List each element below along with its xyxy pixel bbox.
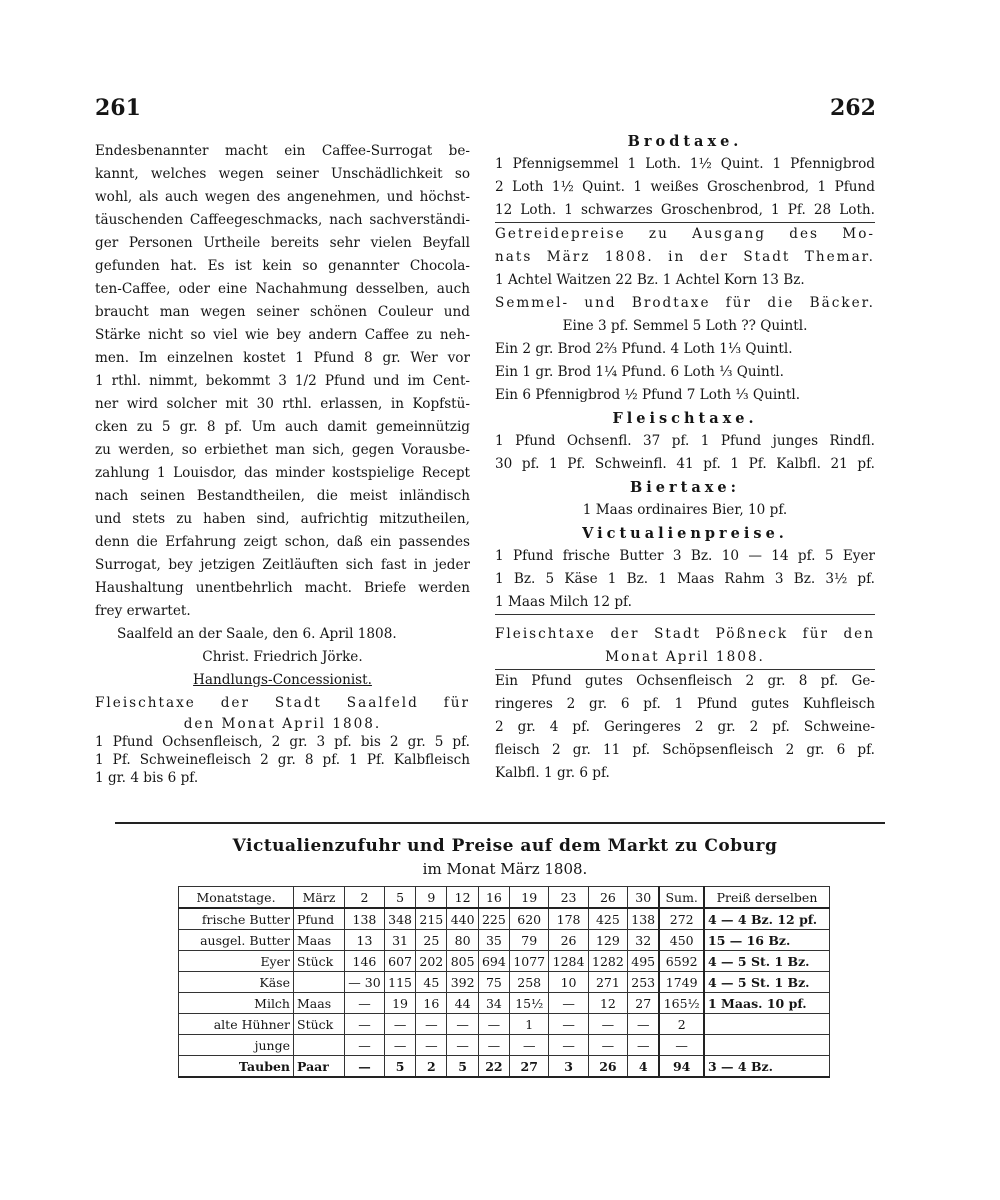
table-cell: 34 [478,993,509,1014]
table-cell: 26 [549,930,588,951]
semmel-line: Ein 2 gr. Brod 2⅔ Pfund. 4 Loth 1⅓ Quintl. [495,341,793,357]
table-cell: — [588,1035,627,1056]
left-column [95,140,470,787]
market-table-head [179,887,830,909]
brodtaxe-line: 2 Loth 1½ Quint. 1 weißes Groschenbrod, 1 Pfund [495,179,875,195]
table-row [179,993,830,1014]
table-cell: 15½ [510,993,549,1014]
table-cell: 146 [345,951,385,972]
table-cell: 25 [416,930,447,951]
table-cell: 215 [416,908,447,930]
table-cell: 253 [628,972,660,993]
table-cell: 79 [510,930,549,951]
body-line: gefunden hat. Es ist kein so genannter Chocola- [95,258,470,274]
market-table-title: Victualienzufuhr und Preise auf dem Markt zu Coburg [232,836,778,856]
table-cell: 22 [478,1056,509,1078]
body-line: ger Personen Urtheile bereits sehr vielen Beyfall [95,235,470,251]
table-cell: 35 [478,930,509,951]
table-header-cell: 9 [416,887,447,909]
table-cell: Stück [294,951,345,972]
semmel-line: Ein 6 Pfennigbrod ½ Pfund 7 Loth ⅓ Quintl. [495,387,801,403]
table-cell: 425 [588,908,627,930]
table-cell: 10 [549,972,588,993]
table-cell: 1749 [659,972,704,993]
table-cell: 4 [628,1056,660,1078]
table-header-cell: 12 [447,887,478,909]
table-cell: — [628,1035,660,1056]
table-cell: 805 [447,951,478,972]
table-row [179,930,830,951]
market-table [178,886,830,1078]
brodtaxe-line: 1 Pfennigsemmel 1 Loth. 1½ Quint. 1 Pfennigbrod [495,156,875,172]
table-cell: — [345,1035,385,1056]
table-cell: 16 [416,993,447,1014]
table-cell: 27 [628,993,660,1014]
table-cell: 450 [659,930,704,951]
table-cell: 4 — 5 St. 1 Bz. [704,951,830,972]
table-cell: 2 [416,1056,447,1078]
table-cell: 1077 [510,951,549,972]
semmel-line: Ein 1 gr. Brod 1¼ Pfund. 6 Loth ⅓ Quintl. [495,364,784,380]
body-line: nach seinen Bestandtheilen, die meist inländisch [95,488,470,504]
saalfeld-line: 1 gr. 4 bis 6 pf. [95,770,199,786]
body-line: braucht man wegen seiner schönen Couleur und [95,304,470,320]
table-header-cell: 26 [588,887,627,909]
poesneck-line: ringeres 2 gr. 6 pf. 1 Pfund gutes Kuhfleisch [495,696,875,712]
table-cell: 15 — 16 Bz. [704,930,830,951]
table-header-cell: 16 [478,887,509,909]
table-cell: 272 [659,908,704,930]
table-cell: 12 [588,993,627,1014]
table-header-cell: Monatstage. [179,887,294,909]
poesneck-line: Ein Pfund gutes Ochsenfleisch 2 gr. 8 pf. Ge- [495,673,875,689]
brodtaxe-heading: Brodtaxe. [627,133,743,150]
table-cell: Pfund [294,908,345,930]
body-line: 1 rthl. nimmt, bekommt 3 1/2 Pfund und im Cent- [95,373,470,389]
table-row [179,1035,830,1056]
table-cell: 115 [384,972,415,993]
table-header-cell: 23 [549,887,588,909]
victualien-line: 1 Pfund frische Butter 3 Bz. 10 — 14 pf. 5 Eyer [495,548,875,564]
body-line: wohl, als auch wegen des angenehmen, und höchst- [95,189,470,205]
saalfeld-heading: Fleischtaxe der Stadt Saalfeld für [95,695,470,711]
table-cell: — [549,993,588,1014]
table-cell: Milch [179,993,294,1014]
table-header-cell: März [294,887,345,909]
table-cell: — [384,1014,415,1035]
table-cell: 258 [510,972,549,993]
saalfeld-subheading: den Monat April 1808. [183,716,382,732]
table-cell: 31 [384,930,415,951]
table-cell: — [345,993,385,1014]
brodtaxe-line: 12 Loth. 1 schwarzes Groschenbrod, 1 Pf. 28 Loth. [495,199,875,223]
table-cell: 5 [384,1056,415,1078]
table-cell: ausgel. Butter [179,930,294,951]
table-cell: — [447,1035,478,1056]
table-cell: 495 [628,951,660,972]
poesneck-line: Kalbfl. 1 gr. 6 pf. [495,765,610,781]
semmel-heading: Semmel- und Brodtaxe für die Bäcker. [495,295,875,311]
body-line: cken zu 5 gr. 8 pf. Um auch damit gemeinnützig [95,419,470,435]
table-cell: frische Butter [179,908,294,930]
poesneck-heading: Fleischtaxe der Stadt Pößneck für den [495,626,875,642]
body-line: Surrogat, bey jetzigen Zeitläuften sich fast in jeder [95,557,470,573]
table-header-cell: 30 [628,887,660,909]
spacer [495,615,875,623]
table-cell [294,972,345,993]
table-cell: 165½ [659,993,704,1014]
poesneck-line: 2 gr. 4 pf. Geringeres 2 gr. 2 pf. Schweine- [495,719,875,735]
table-cell: — [384,1035,415,1056]
table-cell: 178 [549,908,588,930]
table-cell: 27 [510,1056,549,1078]
victualien-heading: Victualienpreise. [582,525,788,542]
table-cell: 271 [588,972,627,993]
table-cell: 45 [416,972,447,993]
body-line: frey erwartet. [95,603,191,619]
getreide-line: 1 Achtel Waitzen 22 Bz. 1 Achtel Korn 13 Bz. [495,272,805,288]
table-cell: 1 Maas. 10 pf. [704,993,830,1014]
table-cell: Paar [294,1056,345,1078]
table-cell: — [416,1014,447,1035]
table-cell: 138 [628,908,660,930]
table-row [179,972,830,993]
table-cell: — [549,1035,588,1056]
table-cell: 225 [478,908,509,930]
table-cell: 5 [447,1056,478,1078]
table-cell: — [345,1014,385,1035]
biertaxe-line: 1 Maas ordinaires Bier, 10 pf. [582,502,788,518]
table-cell [294,1035,345,1056]
table-cell: 202 [416,951,447,972]
market-table-body [179,908,830,1077]
signer-name: Christ. Friedrich Jörke. [202,649,363,665]
table-cell: 44 [447,993,478,1014]
table-cell [704,1014,830,1035]
fleischtaxe-line: 1 Pfund Ochsenfl. 37 pf. 1 Pfund junges Rindfl. [495,433,875,449]
table-cell: Eyer [179,951,294,972]
place-date: Saalfeld an der Saale, den 6. April 1808. [117,626,397,642]
table-header-cell: 2 [345,887,385,909]
body-line: Haushaltung unentbehrlich macht. Briefe werden [95,580,470,596]
table-cell: — [416,1035,447,1056]
table-cell: alte Hühner [179,1014,294,1035]
table-cell: 129 [588,930,627,951]
body-line: men. Im einzelnen kostet 1 Pfund 8 gr. Wer vor [95,350,470,366]
table-cell: 694 [478,951,509,972]
fleischtaxe-heading: Fleischtaxe. [612,410,758,427]
getreide-heading: Getreidepreise zu Ausgang des Mo- [495,226,875,242]
body-line: ner wird solcher mit 30 rthl. erlassen, in Kopfstü- [95,396,470,412]
table-row [179,908,830,930]
table-cell: 94 [659,1056,704,1078]
victualien-line: 1 Bz. 5 Käse 1 Bz. 1 Maas Rahm 3 Bz. 3½ pf. [495,571,875,587]
right-column [495,130,875,785]
table-cell [704,1035,830,1056]
body-line: denn die Erfahrung zeigt schon, daß ein passendes [95,534,470,550]
table-cell: 1284 [549,951,588,972]
table-cell: — [478,1035,509,1056]
table-cell: Tauben [179,1056,294,1078]
page-number-left: 261 [95,95,141,121]
table-cell: 607 [384,951,415,972]
table-cell: Maas [294,930,345,951]
table-cell: — [659,1035,704,1056]
page-number-right: 262 [830,95,876,121]
table-cell: 19 [384,993,415,1014]
table-header-cell: Preiß derselben [704,887,830,909]
table-cell: 1 [510,1014,549,1035]
table-cell: — 30 [345,972,385,993]
table-header-cell: 5 [384,887,415,909]
table-cell: — [628,1014,660,1035]
table-cell: Stück [294,1014,345,1035]
table-cell: 32 [628,930,660,951]
body-line: und stets zu haben sind, aufrichtig mitzutheilen, [95,511,470,527]
table-cell: 13 [345,930,385,951]
table-cell: 6592 [659,951,704,972]
table-cell: 3 [549,1056,588,1078]
biertaxe-heading: Biertaxe: [630,479,740,496]
table-cell: Maas [294,993,345,1014]
table-cell: — [549,1014,588,1035]
body-line: Endesbenannter macht ein Caffee-Surrogat be- [95,143,470,159]
signer-title: Handlungs-Concessionist. [193,672,372,688]
table-cell: Käse [179,972,294,993]
table-cell: 1282 [588,951,627,972]
body-line: ten-Caffee, oder eine Nachahmung desselben, auch [95,281,470,297]
semmel-line: Eine 3 pf. Semmel 5 Loth ?? Quintl. [562,318,808,334]
table-cell: — [588,1014,627,1035]
body-line: zu werden, so erbiethet man sich, gegen Vorausbe- [95,442,470,458]
table-cell: junge [179,1035,294,1056]
body-line: Stärke nicht so viel wie bey andern Caffee zu neh- [95,327,470,343]
body-line: täuschenden Caffeegeschmacks, nach sachverständi- [95,212,470,228]
table-cell: 26 [588,1056,627,1078]
table-header-cell: Sum. [659,887,704,909]
table-cell: 392 [447,972,478,993]
saalfeld-line: 1 Pfund Ochsenfleisch, 2 gr. 3 pf. bis 2 gr. 5 pf. [95,734,470,750]
table-cell: — [510,1035,549,1056]
saalfeld-line: 1 Pf. Schweinefleisch 2 gr. 8 pf. 1 Pf. Kalbfleisch [95,752,470,768]
table-cell: 2 [659,1014,704,1035]
table-cell: 348 [384,908,415,930]
table-cell: 138 [345,908,385,930]
table-cell: 440 [447,908,478,930]
table-cell: — [447,1014,478,1035]
table-cell: 4 — 5 St. 1 Bz. [704,972,830,993]
table-cell: 620 [510,908,549,930]
table-cell: 3 — 4 Bz. [704,1056,830,1078]
table-row [179,1056,830,1078]
table-header-cell: 19 [510,887,549,909]
getreide-heading: nats März 1808. in der Stadt Themar. [495,249,875,265]
market-header-row [179,887,830,909]
table-cell: 75 [478,972,509,993]
body-line: zahlung 1 Louisdor, das minder kostspielige Recept [95,465,470,481]
victualien-line: 1 Maas Milch 12 pf. [495,591,875,615]
table-cell: 4 — 4 Bz. 12 pf. [704,908,830,930]
table-row [179,1014,830,1035]
table-cell: 80 [447,930,478,951]
poesneck-line: fleisch 2 gr. 11 pf. Schöpsenfleisch 2 gr. 6 pf. [495,742,875,758]
market-table-subtitle: im Monat März 1808. [422,860,588,878]
table-cell: — [478,1014,509,1035]
fleischtaxe-line: 30 pf. 1 Pf. Schweinfl. 41 pf. 1 Pf. Kalbfl. 21 pf. [495,456,875,472]
section-divider [115,822,885,824]
table-cell: — [345,1056,385,1078]
poesneck-subheading: Monat April 1808. [495,646,875,670]
table-row [179,951,830,972]
body-line: kannt, welches wegen seiner Unschädlichkeit so [95,166,470,182]
